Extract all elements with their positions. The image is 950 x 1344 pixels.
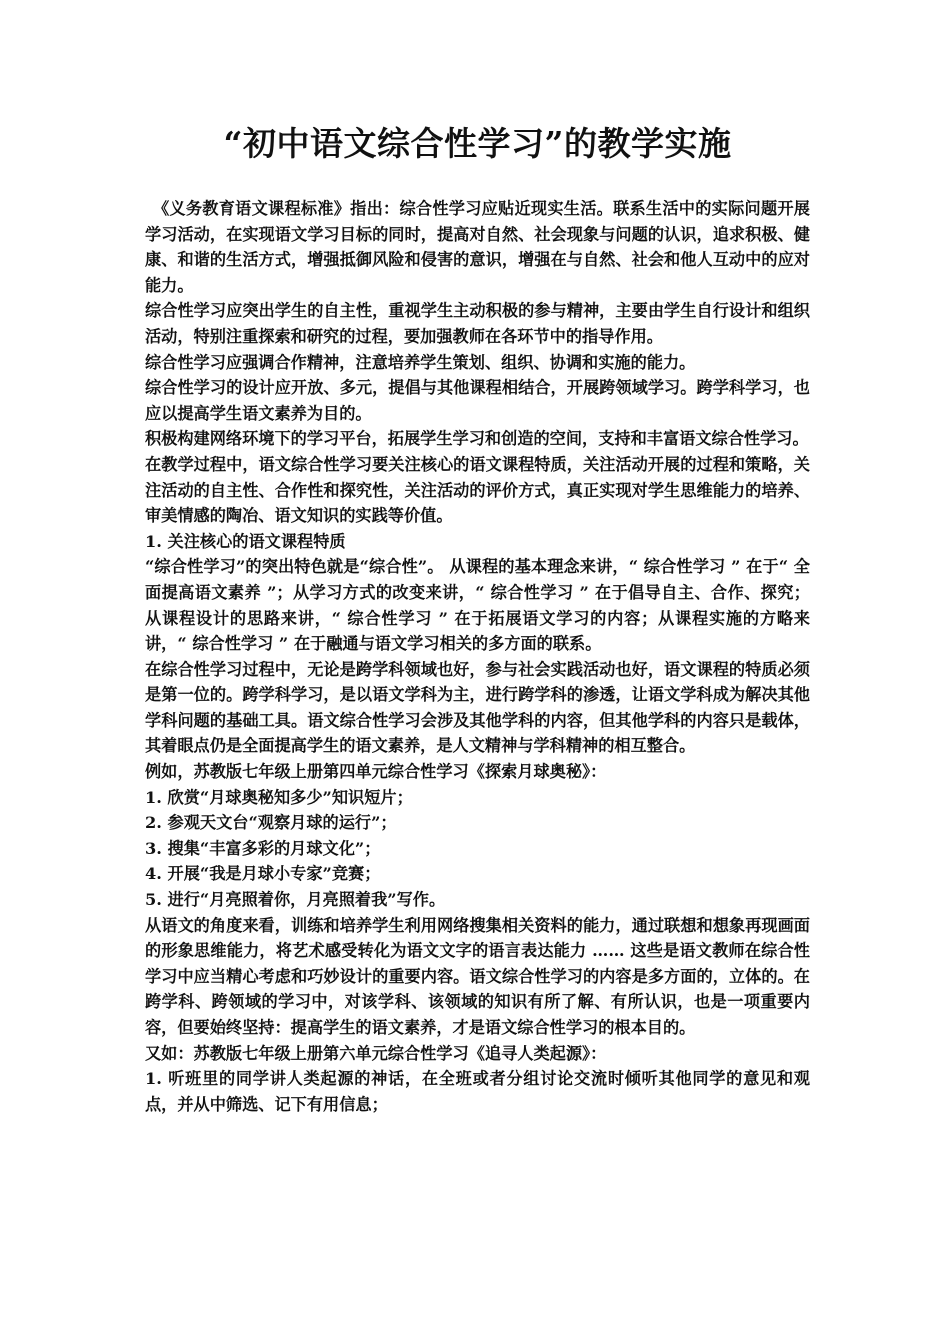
paragraph: “综合性学习”的突出特色就是“综合性”。 从课程的基本理念来讲，“ 综合性学习 ” 在于“ 全面提高语文素养 ”；从学习方式的改变来讲，“ 综合性学习 ” 在于倡导自主、合作、探究；从课程设计的思路来讲，“ 综合性学习 ” 在于拓展语文学习的内容；从课程实施的方略来讲，“ 综合性学习 ” 在于融通与语文学习相关的多方面的联系。 <box>145 557 810 654</box>
list-item: 1. 听班里的同学讲人类起源的神话，在全班或者分组讨论交流时倾听其他同学的意见和观点，并从中筛选、记下有用信息； <box>145 1069 810 1114</box>
paragraph: 积极构建网络环境下的学习平台，拓展学生学习和创造的空间，支持和丰富语文综合性学习。 <box>145 429 809 449</box>
list-item: 3. 搜集“丰富多彩的月球文化”； <box>145 838 381 858</box>
document-title: “初中语文综合性学习”的教学实施 <box>223 124 732 163</box>
paragraph: 从语文的角度来看，训练和培养学生利用网络搜集相关资料的能力，通过联想和想象再现画面的形象思维能力，将艺术感受转化为语文文字的语言表达能力 …… 这些是语文教师在综合性学习中应当精心考虑和巧妙设计的重要内容。语文综合性学习的内容是多方面的，立体的。在跨学科、跨领域的学习中，对该学科、该领域的知识有所了解、有所认识，也是一项重要内容，但要始终坚持：提高学生的语文素养，才是语文综合性学习的根本目的。 <box>145 915 810 1037</box>
paragraph: 又如：苏教版七年级上册第六单元综合性学习《追寻人类起源》： <box>145 1043 607 1063</box>
paragraph: 综合性学习的设计应开放、多元，提倡与其他课程相结合，开展跨领域学习。跨学科学习，也应以提高学生语文素养为目的。 <box>145 378 810 423</box>
paragraph: 《义务教育语文课程标准》指出：综合性学习应贴近现实生活。联系生活中的实际问题开展学习活动，在实现语文学习目标的同时，提高对自然、社会现象与问题的认识，追求积极、健康、和谐的生活方式，增强抵御风险和侵害的意识，增强在与自然、社会和他人互动中的应对能力。 <box>145 199 810 295</box>
paragraph: 在综合性学习过程中，无论是跨学科领域也好，参与社会实践活动也好，语文课程的特质必须是第一位的。跨学科学习，是以语文学科为主，进行跨学科的渗透，让语文学科成为解决其他学科问题的基础工具。语文综合性学习会涉及其他学科的内容，但其他学科的内容只是载体，其着眼点仍是全面提高学生的语文素养，是人文精神与学科精神的相互整合。 <box>145 659 810 756</box>
list-item: 1. 欣赏“月球奥秘知多少”知识短片； <box>145 787 413 807</box>
document-page <box>145 118 810 1117</box>
list-item: 5. 进行“月亮照着你，月亮照着我”写作。 <box>145 890 446 910</box>
paragraph: 综合性学习应强调合作精神，注意培养学生策划、组织、协调和实施的能力。 <box>145 352 696 372</box>
section-heading: 1. 关注核心的语文课程特质 <box>145 531 346 551</box>
paragraph: 综合性学习应突出学生的自主性，重视学生主动积极的参与精神，主要由学生自行设计和组织活动，特别注重探索和研究的过程，要加强教师在各环节中的指导作用。 <box>145 301 810 346</box>
document-body <box>145 196 810 1117</box>
list-item: 2. 参观天文台“观察月球的运行”； <box>145 813 397 833</box>
paragraph: 在教学过程中，语文综合性学习要关注核心的语文课程特质，关注活动开展的过程和策略，关注活动的自主性、合作性和探究性，关注活动的评价方式，真正实现对学生思维能力的培养、审美情感的陶冶、语文知识的实践等价值。 <box>145 454 810 526</box>
list-item: 4. 开展“我是月球小专家”竞赛； <box>145 864 381 884</box>
paragraph: 例如，苏教版七年级上册第四单元综合性学习《探索月球奥秘》： <box>145 762 607 782</box>
